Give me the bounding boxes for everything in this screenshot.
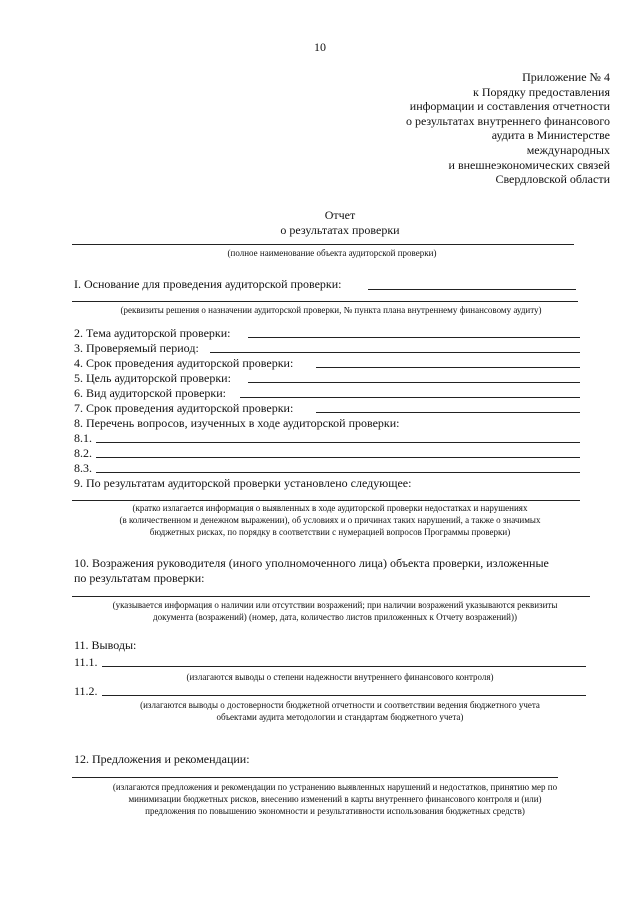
- item-8-3-line: [96, 472, 580, 473]
- item-8-3-label: 8.3.: [74, 461, 92, 475]
- section9-line: [72, 500, 580, 501]
- document-title: Отчет: [324, 208, 356, 222]
- section10-caption-line: (указывается информация о наличии или отсутствии возражений; при наличии возражений указываются реквизиты: [112, 600, 558, 610]
- item-11-1-line: [102, 666, 586, 667]
- section10-caption-line: документа (возражений) (номер, дата, количество листов приложенных к Отчету возражений)): [153, 612, 517, 622]
- item-7-line: [316, 412, 580, 413]
- section10-label-line: 10. Возражения руководителя (иного уполномоченного лица) объекта проверки, изложенные: [74, 556, 549, 570]
- object-caption: (полное наименование объекта аудиторской проверки): [227, 248, 437, 258]
- section1-fill-line: [368, 289, 576, 290]
- item-11-1-caption: (излагаются выводы о степени надежности внутреннего финансового контроля): [186, 672, 494, 682]
- item-2-line: [248, 337, 580, 338]
- section9-caption-line: (кратко излагается информация о выявленных в ходе аудиторской проверки недостатках и нарушениях: [132, 503, 528, 513]
- header-line: международных: [526, 142, 610, 157]
- item-11-2-label: 11.2.: [74, 684, 98, 698]
- section10-label-line: по результатам проверки:: [74, 571, 205, 585]
- item-4-line: [316, 367, 580, 368]
- header-line: аудита в Министерстве: [491, 128, 610, 143]
- section9-label: 9. По результатам аудиторской проверки установлено следующее:: [74, 476, 412, 490]
- header-line: Приложение № 4: [522, 70, 610, 84]
- section12-caption-line: (излагаются предложения и рекомендации по устранению выявленных нарушений и недостатков, принятию мер по: [112, 782, 558, 792]
- section1-label: I. Основание для проведения аудиторской проверки:: [74, 277, 342, 291]
- item-5-label: 5. Цель аудиторской проверки:: [74, 371, 231, 385]
- section1-line: [72, 301, 578, 302]
- section10-line: [72, 596, 590, 597]
- section12-line: [72, 777, 558, 778]
- item-11-1-label: 11.1.: [74, 655, 98, 669]
- item-3-label: 3. Проверяемый период:: [74, 341, 199, 355]
- item-4-label: 4. Срок проведения аудиторской проверки:: [74, 356, 294, 370]
- item-5-line: [248, 382, 580, 383]
- document-subtitle: о результатах проверки: [280, 223, 400, 237]
- section12-caption-line: предложения по повышению экономности и результативности использования бюджетных средств): [145, 806, 525, 816]
- item-6-label: 6. Вид аудиторской проверки:: [74, 386, 227, 400]
- item-8-1-line: [96, 442, 580, 443]
- header-line: информации и составления отчетности: [409, 99, 610, 114]
- item-11-2-caption-line: объектами аудита методологии и стандартам бюджетного учета): [216, 712, 464, 722]
- section12-caption-line: минимизации бюджетных рисков, внесению изменений в карты внутреннего финансового контроля и (или): [128, 794, 542, 804]
- item-3-line: [210, 352, 580, 353]
- header-line: к Порядку предоставления: [472, 84, 610, 99]
- item-11-2-caption-line: (излагаются выводы о достоверности бюджетной отчетности и соответствии ведения бюджетного учета: [140, 700, 540, 710]
- header-line: и внешнеэкономических связей: [448, 157, 610, 172]
- header-line: Свердловской области: [495, 172, 610, 187]
- section8-label: 8. Перечень вопросов, изученных в ходе аудиторской проверки:: [74, 416, 400, 430]
- page-number: 10: [314, 40, 326, 54]
- item-8-2-line: [96, 457, 580, 458]
- item-8-2-label: 8.2.: [74, 446, 92, 460]
- section9-caption-line: (в количественном и денежном выражении), об условиях и о причинах таких нарушений, а также о значимых: [119, 515, 541, 525]
- item-7-label: 7. Срок проведения аудиторской проверки:: [74, 401, 294, 415]
- section12-label: 12. Предложения и рекомендации:: [74, 752, 250, 766]
- item-8-1-label: 8.1.: [74, 431, 92, 445]
- appendix-header: [310, 70, 610, 187]
- item-6-line: [240, 397, 580, 398]
- object-name-line: [72, 244, 574, 245]
- section1-caption: (реквизиты решения о назначении аудиторской проверки, № пункта плана внутреннему финансовому аудиту): [120, 305, 542, 315]
- header-line: о результатах внутреннего финансового: [405, 113, 610, 128]
- section9-caption-line: бюджетных рисках, по порядку в соответствии с нумерацией вопросов Программы проверки): [149, 527, 511, 537]
- section11-label: 11. Выводы:: [74, 638, 137, 652]
- item-2-label: 2. Тема аудиторской проверки:: [74, 326, 231, 340]
- item-11-2-line: [102, 695, 586, 696]
